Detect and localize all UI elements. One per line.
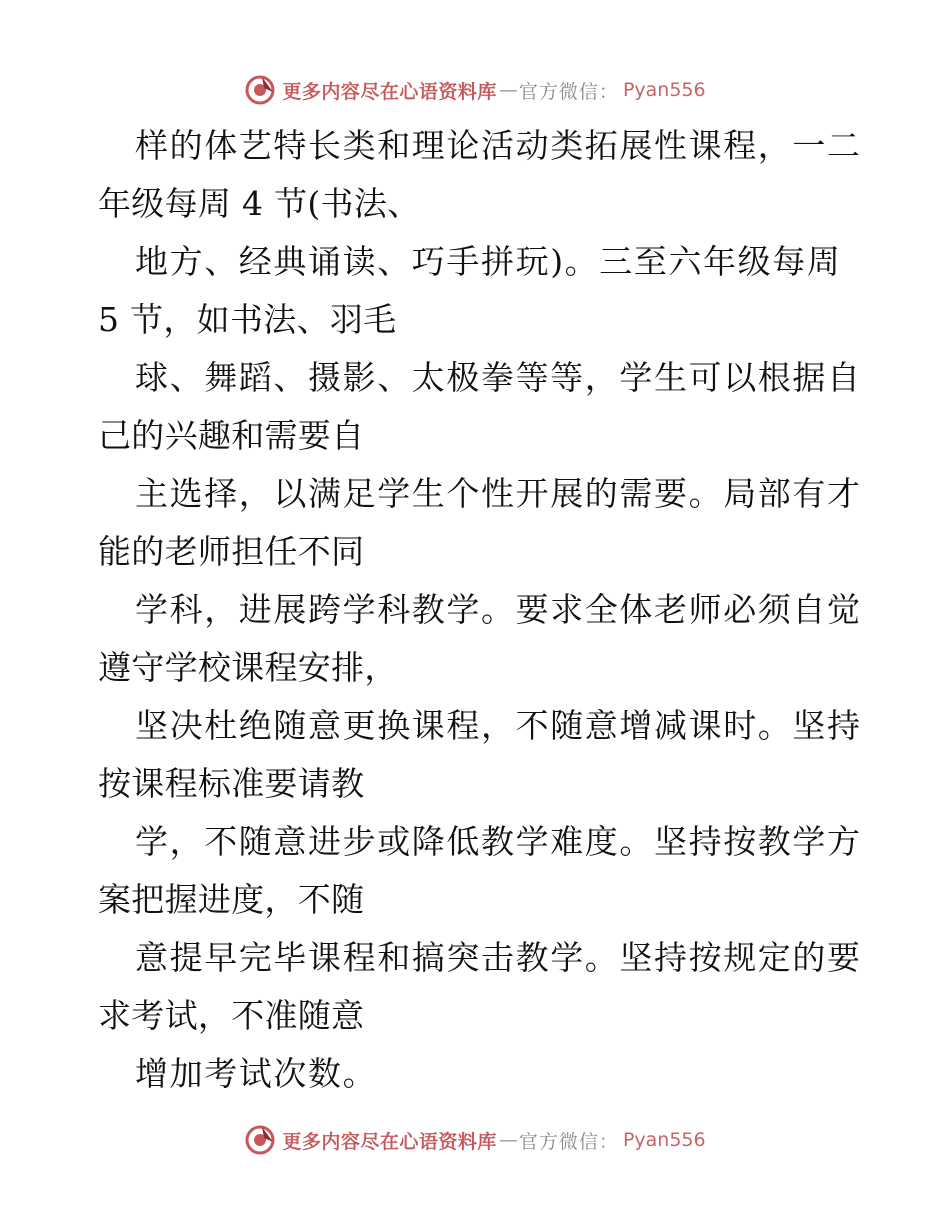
footer-watermark xyxy=(0,1120,950,1160)
paragraph-2-line-1: 地方、经典诵读、巧手拼玩)。三至六年级每周 xyxy=(135,242,842,281)
watermark-label: 官方微信： xyxy=(518,80,619,103)
paragraph-6-line-1: 坚决杜绝随意更换课程，不随意增减课时。坚持 xyxy=(135,706,862,745)
paragraph-4-line-2: 能的老师担任不同 xyxy=(98,532,365,571)
watermark-brand: 更多内容尽在心语资料库 xyxy=(282,80,497,103)
paragraph-7-line-1: 学，不随意进步或降低教学难度。坚持按教学方 xyxy=(135,822,862,861)
paragraph-1-line-2: 年级每周 4 节(书法、 xyxy=(98,184,421,223)
watermark-label: 官方微信： xyxy=(518,1130,619,1153)
paragraph-8-line-1: 意提早完毕课程和搞突击教学。坚持按规定的要 xyxy=(135,938,862,977)
watermark-dash: — xyxy=(498,1129,517,1151)
watermark-brand: 更多内容尽在心语资料库 xyxy=(282,1130,497,1153)
logo-icon xyxy=(244,74,276,106)
paragraph-6-line-2: 按课程标准要请教 xyxy=(98,764,365,803)
watermark-dash: — xyxy=(498,79,517,101)
document-body xyxy=(98,117,862,1103)
paragraph-8-line-2: 求考试，不准随意 xyxy=(98,996,365,1035)
watermark-account: Pyan556 xyxy=(622,79,706,101)
paragraph-1-line-1: 样的体艺特长类和理论活动类拓展性课程，一二 xyxy=(135,126,862,165)
paragraph-5-line-1: 学科，进展跨学科教学。要求全体老师必须自觉 xyxy=(135,590,862,629)
header-watermark xyxy=(0,70,950,110)
paragraph-9-line-1: 增加考试次数。 xyxy=(135,1054,378,1093)
paragraph-2-line-2: 5 节，如书法、羽毛 xyxy=(98,300,397,339)
paragraph-3-line-1: 球、舞蹈、摄影、太极拳等等，学生可以根据自 xyxy=(135,358,862,397)
logo-icon xyxy=(244,1124,276,1156)
paragraph-4-line-1: 主选择，以满足学生个性开展的需要。局部有才 xyxy=(135,474,862,513)
paragraph-5-line-2: 遵守学校课程安排， xyxy=(98,648,398,687)
paragraph-7-line-2: 案把握进度，不随 xyxy=(98,880,365,919)
paragraph-3-line-2: 己的兴趣和需要自 xyxy=(98,416,365,455)
watermark-account: Pyan556 xyxy=(622,1129,706,1151)
